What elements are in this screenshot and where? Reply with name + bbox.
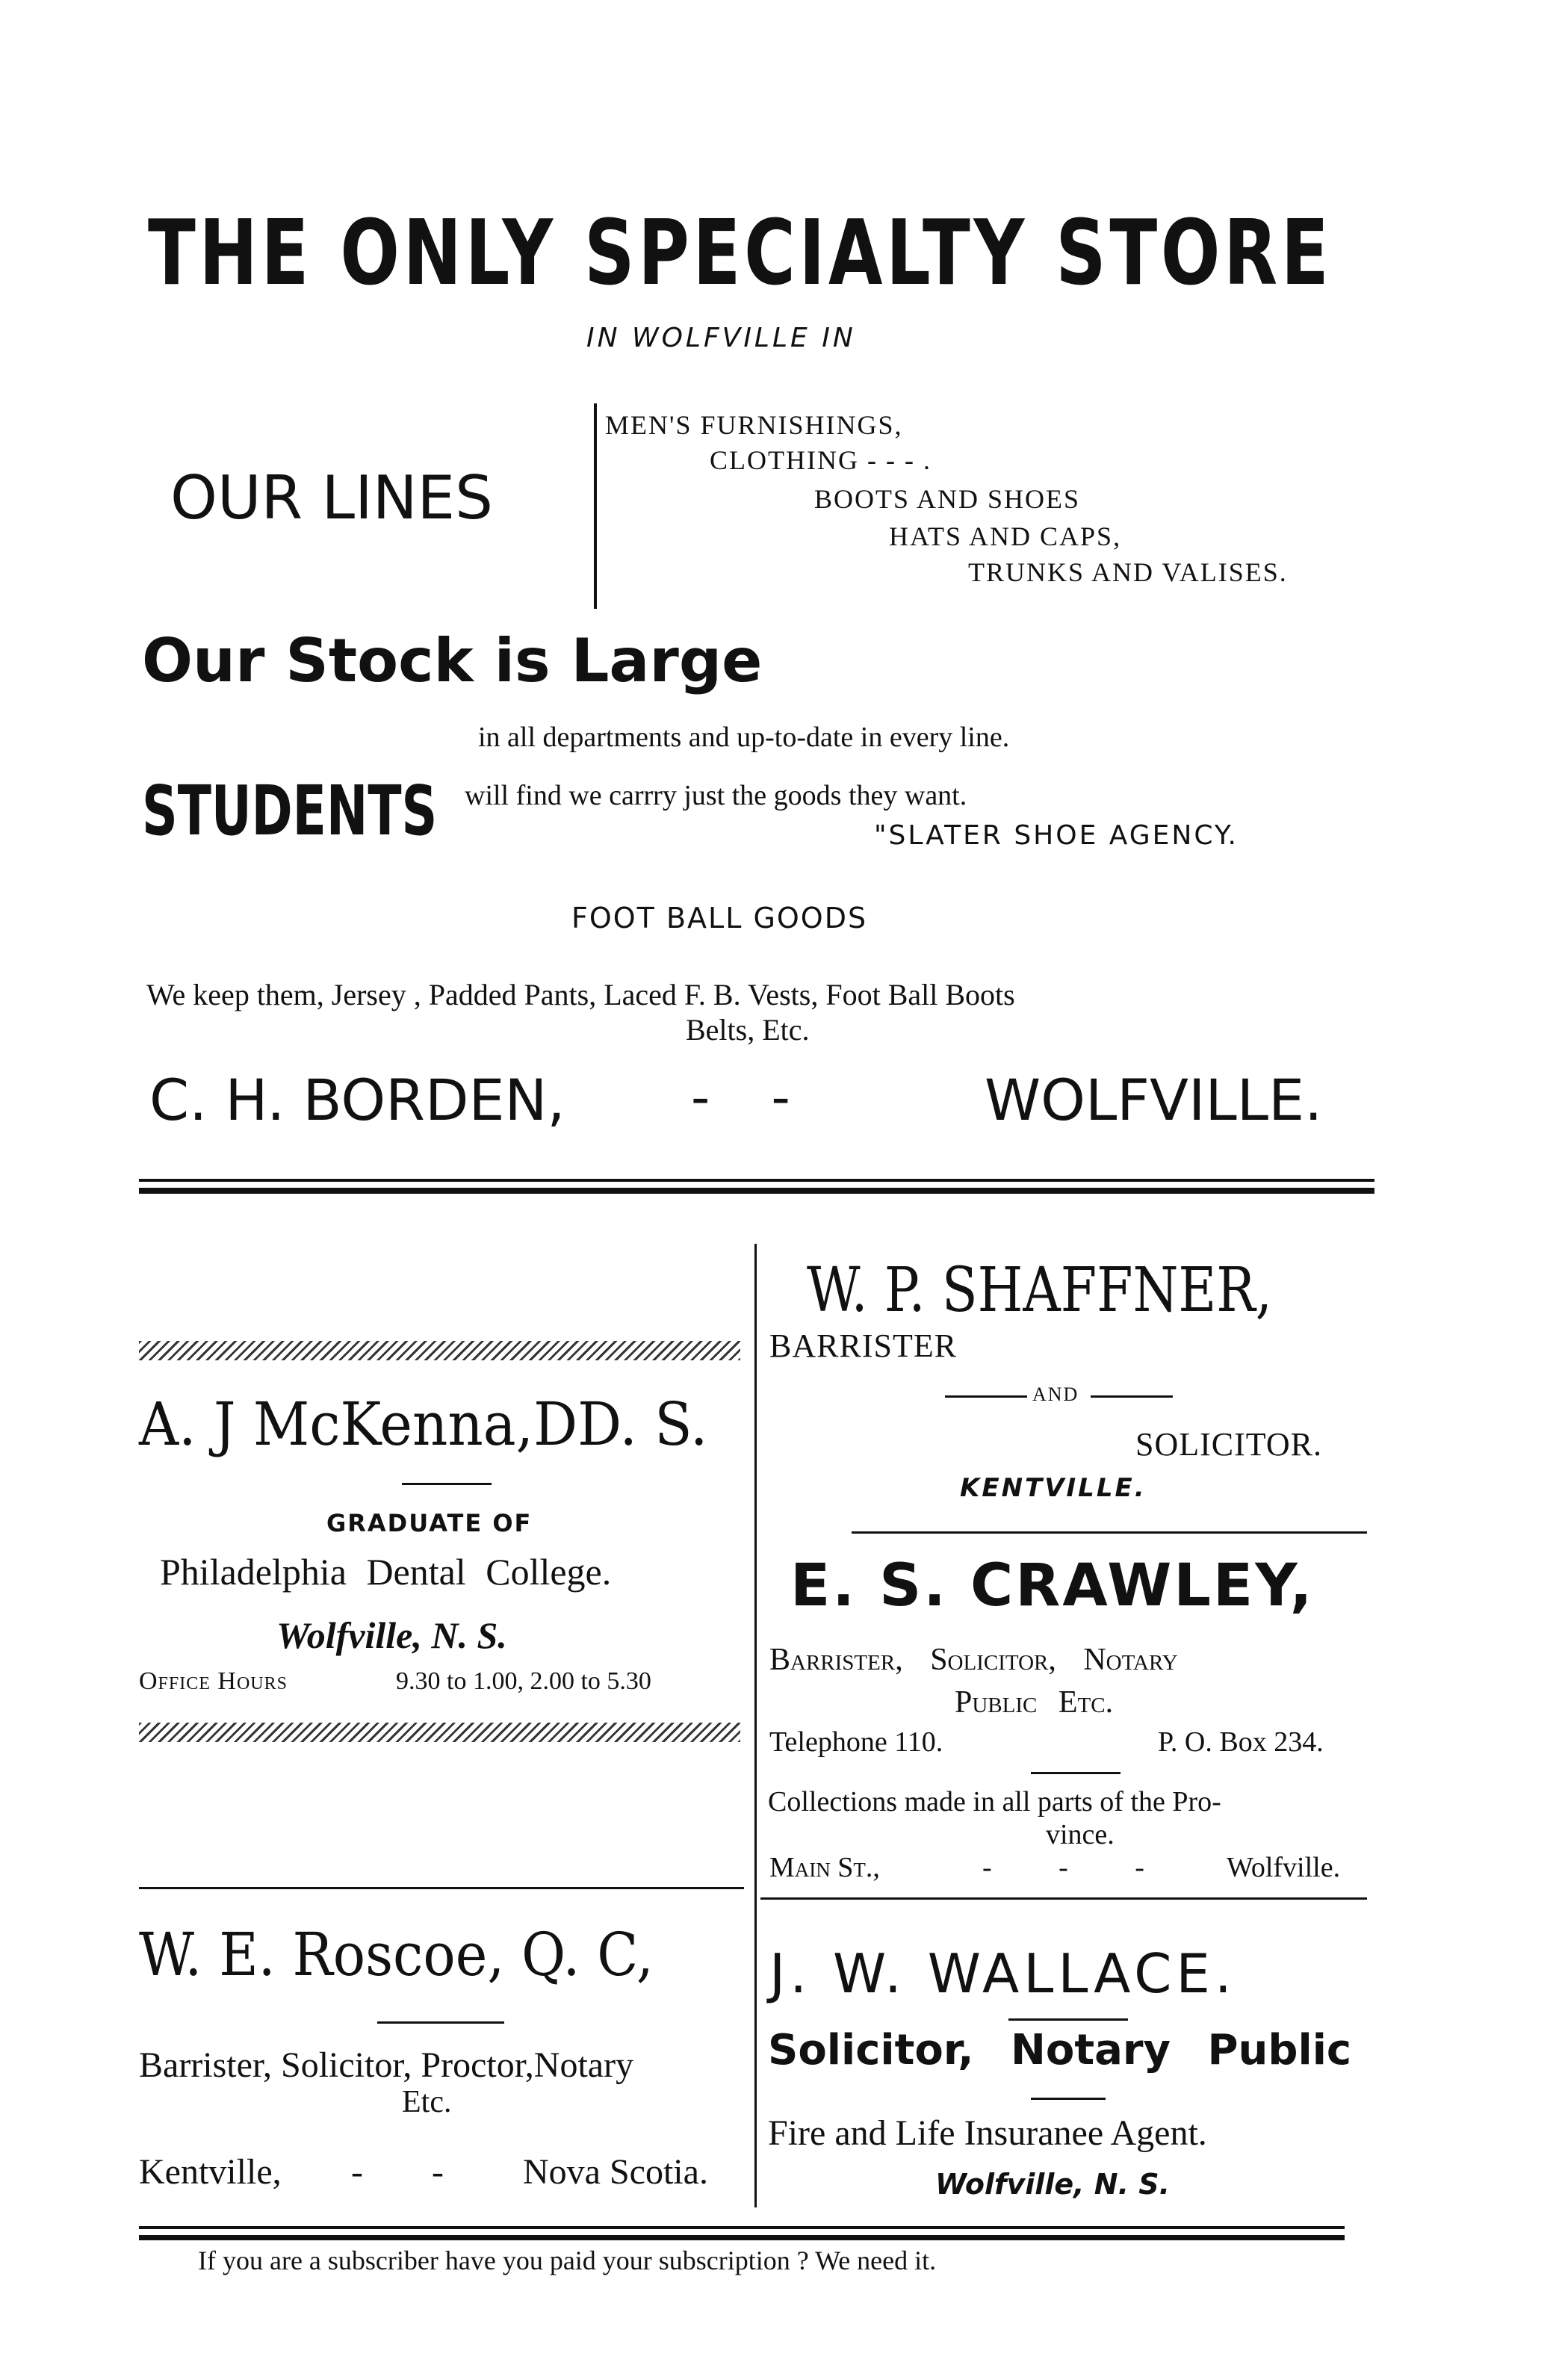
roscoe-name: W. E. Roscoe, Q. C, [139, 1920, 654, 1989]
ornament-border [139, 1341, 740, 1360]
line-item: TRUNKS AND VALISES. [968, 557, 1288, 587]
short-rule [377, 2021, 504, 2024]
students-label: STUDENTS [142, 771, 438, 851]
shaffner-and: AND [1032, 1383, 1079, 1405]
football-heading: FOOT BALL GOODS [571, 902, 868, 935]
section-divider [139, 2235, 1345, 2240]
lines-bracket [594, 403, 597, 609]
section-divider [139, 2226, 1345, 2229]
agency: "SLATER SHOE AGENCY. [874, 820, 1239, 851]
merchant-town: WOLFVILLE. [985, 1067, 1323, 1133]
block-divider [760, 1897, 1367, 1900]
shaffner-town: KENTVILLE. [960, 1473, 1147, 1503]
shaffner-name: W. P. SHAFFNER, [807, 1255, 1272, 1326]
wallace-town: Wolfville, N. S. [935, 2168, 1171, 2201]
wallace-name: J. W. WALLACE. [769, 1942, 1236, 2005]
footer-notice: If you are a subscriber have you paid your subscription ? We need it. [198, 2246, 937, 2275]
subhead: IN WOLFVILLE IN [586, 323, 856, 353]
crawley-street: Main St., [769, 1852, 880, 1883]
crawley-name: E. S. CRAWLEY, [790, 1552, 1315, 1620]
short-rule [1031, 2098, 1106, 2100]
merchant-name: C. H. BORDEN, [149, 1067, 565, 1133]
block-divider [139, 1887, 744, 1889]
football-text: We keep them, Jersey , Padded Pants, Laced F. B. Vests, Foot Ball Boots [146, 978, 1015, 1011]
merchant-dashes: - - [691, 1067, 790, 1128]
crawley-titles: Barrister, Solicitor, Notary [769, 1643, 1178, 1677]
roscoe-titles: Etc. [402, 2085, 452, 2119]
crawley-telephone: Telephone 110. [769, 1726, 943, 1758]
block-divider [852, 1531, 1367, 1534]
hours-label: Office Hours [139, 1667, 288, 1695]
crawley-titles: Public Etc. [955, 1685, 1114, 1720]
roscoe-dashes: - - [351, 2152, 444, 2192]
line-item: MEN'S FURNISHINGS, [605, 410, 903, 440]
line-item: BOOTS AND SHOES [814, 484, 1081, 514]
roscoe-town: Kentville, [139, 2152, 282, 2192]
short-rule [402, 1483, 492, 1485]
mckenna-name: A. J McKenna,DD. S. [139, 1389, 708, 1459]
headline: THE ONLY SPECIALTY STORE [148, 202, 1333, 306]
college: Philadelphia Dental College. [160, 1551, 612, 1593]
wallace-insurance: Fire and Life Insuranee Agent. [768, 2113, 1207, 2153]
short-rule [1091, 1395, 1173, 1398]
crawley-town: Wolfville. [1227, 1852, 1341, 1883]
roscoe-titles: Barrister, Solicitor, Proctor,Notary [139, 2045, 634, 2085]
crawley-collections: Collections made in all parts of the Pro- [768, 1786, 1221, 1817]
crawley-dashes: - - - [982, 1852, 1144, 1883]
graduate-label: GRADUATE OF [326, 1509, 533, 1537]
shaffner-title: SOLICITOR. [1135, 1426, 1322, 1463]
section-divider [139, 1179, 1374, 1182]
short-rule [945, 1395, 1027, 1398]
column-divider [754, 1244, 757, 2207]
crawley-collections: vince. [1046, 1819, 1115, 1850]
section-divider [139, 1188, 1374, 1194]
students-text: will find we carrry just the goods they want. [465, 780, 967, 811]
football-text: Belts, Etc. [686, 1013, 810, 1047]
short-rule [1008, 2018, 1128, 2021]
hours: 9.30 to 1.00, 2.00 to 5.30 [396, 1667, 651, 1695]
ornament-border [139, 1723, 740, 1742]
line-item: HATS AND CAPS, [889, 521, 1122, 551]
lines-label: OUR LINES [170, 463, 493, 533]
mckenna-location: Wolfville, N. S. [276, 1614, 507, 1656]
short-rule [1031, 1772, 1120, 1774]
stock-text: in all departments and up-to-date in every line. [478, 722, 1010, 753]
stock-heading: Our Stock is Large [142, 626, 763, 695]
wallace-title: Solicitor, Notary Public [768, 2026, 1352, 2074]
shaffner-title: BARRISTER [769, 1327, 958, 1364]
roscoe-province: Nova Scotia. [523, 2152, 708, 2192]
crawley-po-box: P. O. Box 234. [1158, 1726, 1324, 1758]
line-item: CLOTHING - - - . [710, 445, 932, 475]
